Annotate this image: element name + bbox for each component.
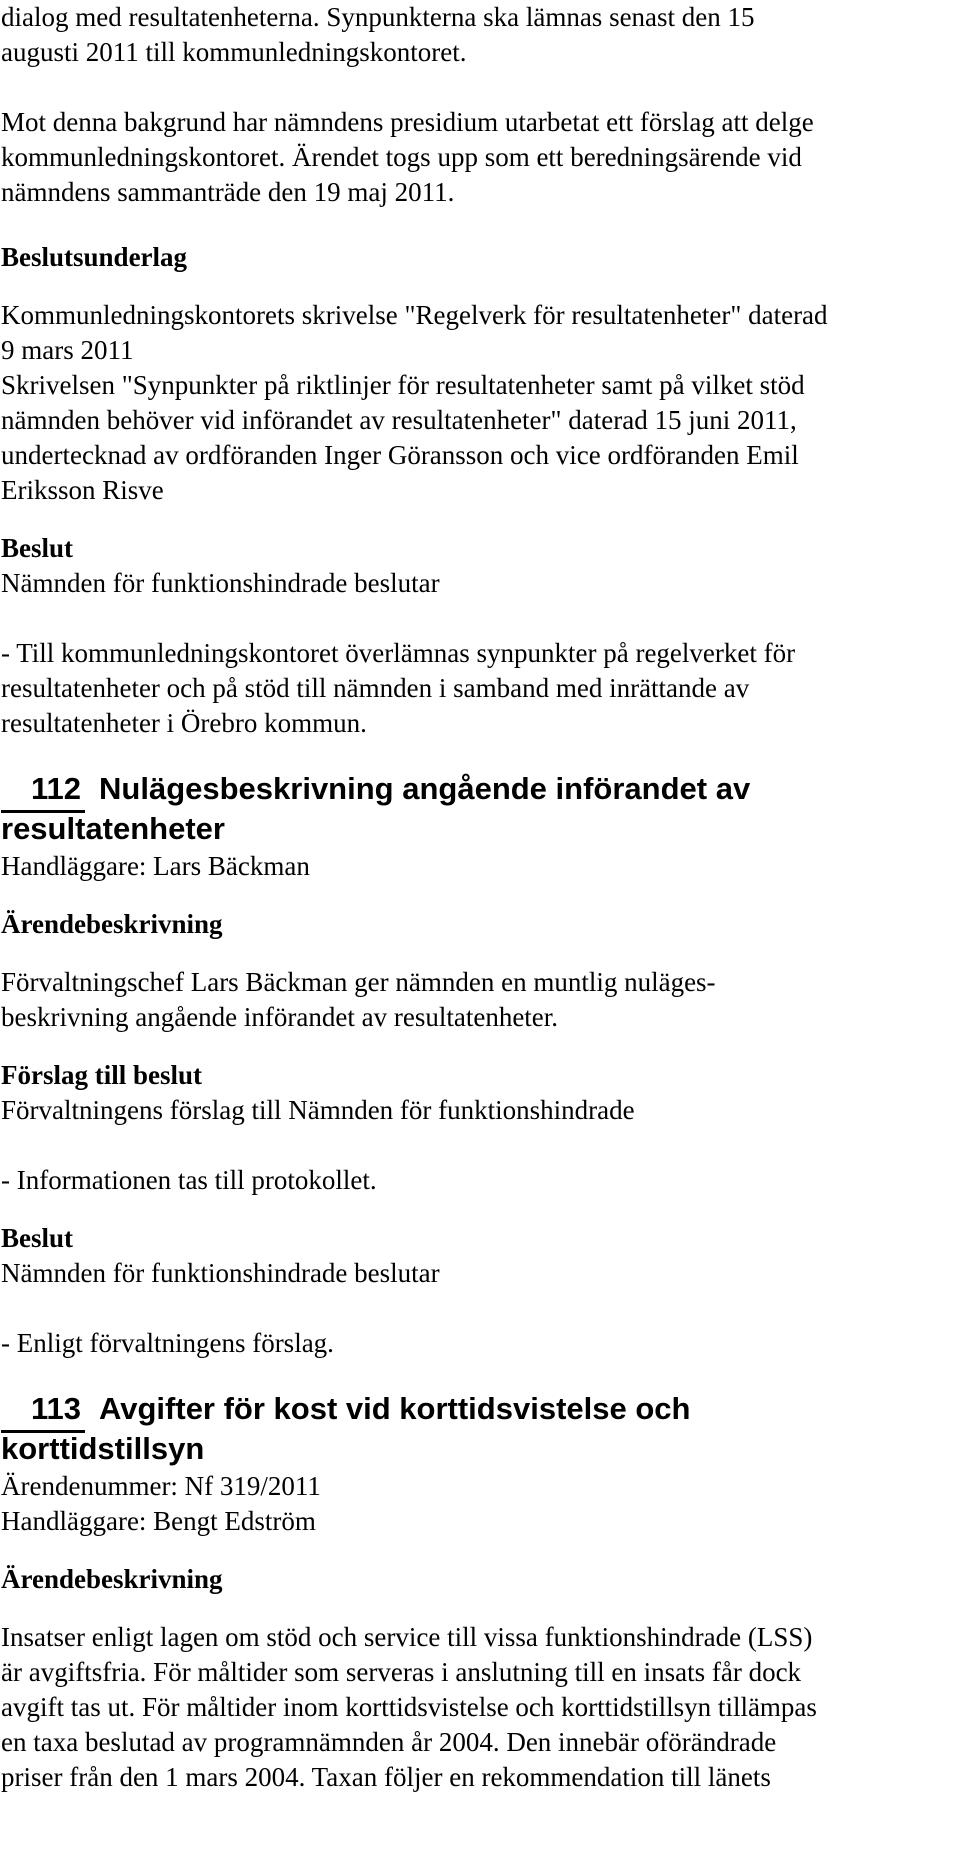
beslut-line: resultatenheter och på stöd till nämnden i samband med inrättande av	[1, 673, 750, 703]
beslutsunderlag-line: Eriksson Risve	[1, 475, 164, 505]
beslutsunderlag-line: undertecknad av ordföranden Inger Göransson och vice ordföranden Emil	[1, 440, 799, 470]
forslag-heading: Förslag till beslut	[1, 1060, 202, 1090]
arendebeskrivning-heading: Ärendebeskrivning	[1, 1564, 223, 1594]
arendebeskrivning-line: Insatser enligt lagen om stöd och service till vissa funktionshindrade (LSS)	[1, 1622, 813, 1652]
arendebeskrivning-line: en taxa beslutad av programnämnden år 2004. Den innebär oförändrade	[1, 1727, 777, 1757]
arendebeskrivning-line: priser från den 1 mars 2004. Taxan följer en rekommendation till länets	[1, 1762, 771, 1792]
intro-line: augusti 2011 till kommunledningskontoret.	[1, 37, 467, 67]
forslag-item: - Informationen tas till protokollet.	[1, 1165, 377, 1195]
section-113-title-text: Avgifter för kost vid korttidsvistelse och	[99, 1391, 691, 1426]
section-112-title-text: Nulägesbeskrivning angående införandet av	[99, 771, 751, 806]
section-113-title-cont: korttidstillsyn	[1, 1431, 205, 1466]
section-113-handlaggare: Handläggare: Bengt Edström	[1, 1506, 316, 1536]
beslut-heading: Beslut	[1, 1223, 74, 1253]
beslutsunderlag-line: 9 mars 2011	[1, 335, 134, 365]
arendebeskrivning-line: är avgiftsfria. För måltider som serveras i anslutning till en insats får dock	[1, 1657, 802, 1687]
beslutsunderlag-heading: Beslutsunderlag	[1, 242, 188, 272]
intro-line: Mot denna bakgrund har nämndens presidium utarbetat ett förslag att delge	[1, 107, 814, 137]
beslutsunderlag-line: nämnden behöver vid införandet av resultatenheter" daterad 15 juni 2011,	[1, 405, 797, 435]
arendebeskrivning-line: Förvaltningschef Lars Bäckman ger nämnden en muntlig nuläges-	[1, 967, 716, 997]
section-underline	[1, 810, 85, 813]
section-112-title	[1, 769, 960, 809]
beslut-item: - Enligt förvaltningens förslag.	[1, 1328, 334, 1358]
section-113-title	[1, 1389, 960, 1429]
section-underline	[1, 1430, 85, 1433]
beslut-heading: Beslut	[1, 533, 74, 563]
arendebeskrivning-heading: Ärendebeskrivning	[1, 909, 223, 939]
section-112-number: 112	[31, 769, 81, 809]
beslutsunderlag-line: Kommunledningskontorets skrivelse "Regelverk för resultatenheter" daterad	[1, 300, 828, 330]
beslutsunderlag-line: Skrivelsen "Synpunkter på riktlinjer för resultatenheter samt på vilket stöd	[1, 370, 805, 400]
section-112-title-cont: resultatenheter	[1, 811, 225, 846]
beslut-line: - Till kommunledningskontoret överlämnas synpunkter på regelverket för	[1, 638, 796, 668]
section-113-arendenummer: Ärendenummer: Nf 319/2011	[1, 1471, 321, 1501]
intro-line: dialog med resultatenheterna. Synpunkterna ska lämnas senast den 15	[1, 2, 755, 32]
arendebeskrivning-line: avgift tas ut. För måltider inom korttidsvistelse och korttidstillsyn tillämpas	[1, 1692, 817, 1722]
beslut-intro: Nämnden för funktionshindrade beslutar	[1, 568, 440, 598]
arendebeskrivning-line: beskrivning angående införandet av resultatenheter.	[1, 1002, 559, 1032]
beslut-line: resultatenheter i Örebro kommun.	[1, 708, 367, 738]
forslag-intro: Förvaltningens förslag till Nämnden för funktionshindrade	[1, 1095, 635, 1125]
beslut-intro: Nämnden för funktionshindrade beslutar	[1, 1258, 440, 1288]
intro-line: kommunledningskontoret. Ärendet togs upp som ett beredningsärende vid	[1, 142, 802, 172]
intro-line: nämndens sammanträde den 19 maj 2011.	[1, 177, 455, 207]
section-112-handlaggare: Handläggare: Lars Bäckman	[1, 851, 310, 881]
section-113-number: 113	[31, 1389, 81, 1429]
